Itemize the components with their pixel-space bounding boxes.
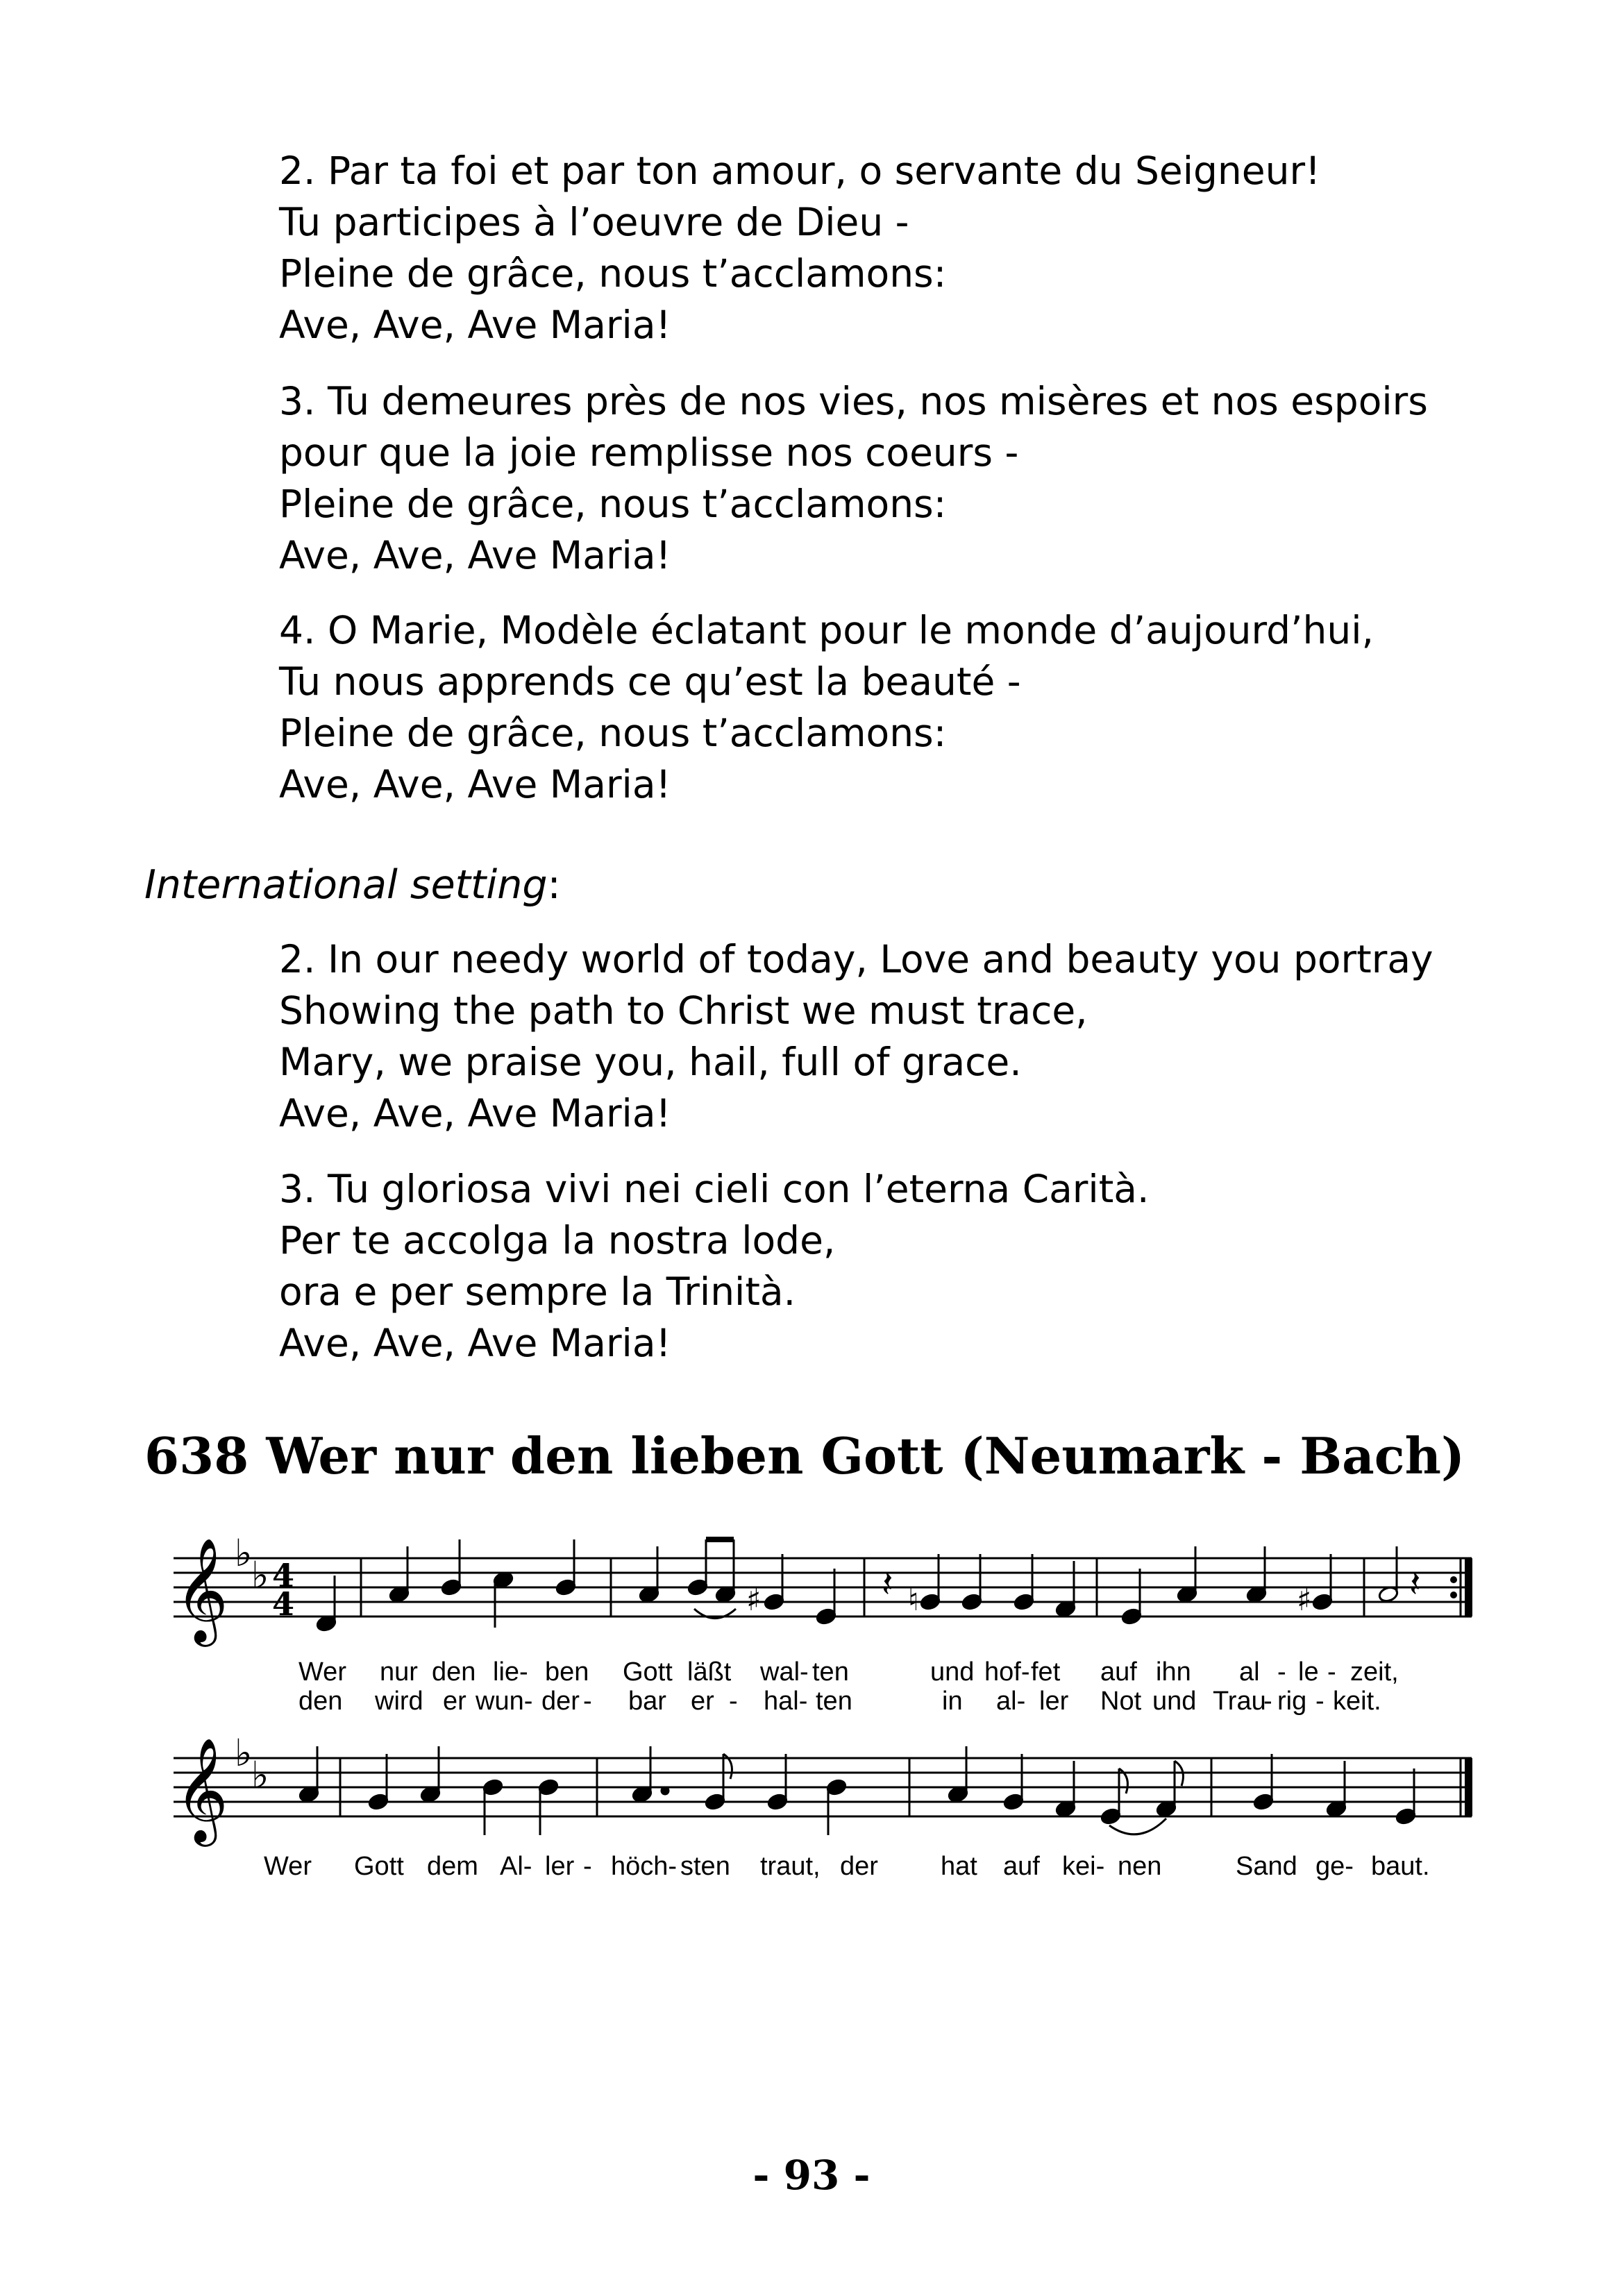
lyric-syllable: und	[1152, 1687, 1197, 1716]
verse-line: Pleine de grâce, nous t’acclamons:	[279, 711, 947, 755]
lyric-syllable: den	[298, 1687, 343, 1716]
sharp-icon: ♯	[1297, 1582, 1312, 1618]
lyric-syllable: Gott	[354, 1852, 404, 1881]
lyric-syllable: den	[432, 1657, 476, 1687]
verse-line: Ave, Ave, Ave Maria!	[279, 303, 671, 347]
flat-icon: ♭	[251, 1553, 269, 1597]
time-signature-bottom: 4	[272, 1585, 295, 1623]
staff-lines-1	[174, 1558, 1472, 1617]
lyric-syllable: höch-	[611, 1852, 678, 1881]
lyric-syllable: auf	[1003, 1852, 1040, 1881]
lyric-syllable: er	[691, 1687, 714, 1716]
notes-row-1	[316, 1539, 1399, 1632]
verse-line: Ave, Ave, Ave Maria!	[279, 762, 671, 807]
rest-icon: 𝄽	[882, 1562, 893, 1605]
lyric-syllable: ihn	[1156, 1657, 1191, 1687]
lyric-syllable: bar	[628, 1687, 666, 1716]
treble-clef-icon: 𝄞	[175, 1537, 228, 1642]
rest-icon: 𝄽	[1409, 1562, 1421, 1605]
lyric-syllable: der	[541, 1687, 580, 1716]
lyric-syllable: Al-	[500, 1852, 532, 1881]
lyric-syllable: auf	[1100, 1657, 1137, 1687]
lyric-syllable: baut.	[1371, 1852, 1430, 1881]
lyric-syllable: der	[840, 1852, 878, 1881]
lyric-syllable: nur	[380, 1657, 418, 1687]
lyric-syllable: in	[942, 1687, 963, 1716]
verse-line: Mary, we praise you, hail, full of grace.	[279, 1040, 1022, 1084]
hymn-title: 638 Wer nur den lieben Gott (Neumark - Bach)	[144, 1426, 1465, 1485]
flat-icon: ♭	[235, 1531, 253, 1575]
lyric-syllable: zeit,	[1350, 1657, 1399, 1687]
lyric-syllable: Trau	[1213, 1687, 1266, 1716]
lyric-syllable: le	[1298, 1657, 1319, 1687]
lyric-syllable: hof-	[984, 1657, 1030, 1687]
verse-line: Per te accolga la nostra lode,	[279, 1218, 836, 1263]
lyric-syllable: keit.	[1333, 1687, 1381, 1716]
lyric-syllable: kei-	[1062, 1852, 1105, 1881]
verse-line: 2. Par ta foi et par ton amour, o servante du Seigneur!	[279, 149, 1321, 193]
international-setting-label: International setting:	[144, 862, 561, 908]
lyric-syllable: -	[1263, 1687, 1272, 1716]
lyric-syllable: läßt	[687, 1657, 732, 1687]
lyric-syllable: al	[1239, 1657, 1260, 1687]
lyric-syllable: -	[583, 1687, 592, 1716]
lyric-syllable: -	[1277, 1657, 1286, 1687]
lyric-syllable: -	[729, 1687, 738, 1716]
slur	[1109, 1818, 1166, 1834]
lyric-syllable: Sand	[1236, 1852, 1297, 1881]
lyric-syllable: und	[930, 1657, 975, 1687]
lyric-syllable: nen	[1118, 1852, 1162, 1881]
verse-line: 3. Tu demeures près de nos vies, nos misères et nos espoirs	[279, 379, 1428, 423]
verse-line: Ave, Ave, Ave Maria!	[279, 1091, 671, 1136]
treble-clef-icon: 𝄞	[175, 1737, 228, 1842]
page-number: - 93 -	[752, 2152, 871, 2199]
flat-icon: ♭	[235, 1731, 253, 1775]
verse-line: 3. Tu gloriosa vivi nei cieli con l’eterna Carità.	[279, 1167, 1150, 1211]
verse-line: 4. O Marie, Modèle éclatant pour le monde d’aujourd’hui,	[279, 608, 1374, 652]
lyric-syllable: ten	[812, 1657, 849, 1687]
verse-line: Tu nous apprends ce qu’est la beauté -	[279, 659, 1021, 704]
verse-line: Ave, Ave, Ave Maria!	[279, 1321, 671, 1365]
lyric-syllable: dem	[427, 1852, 478, 1881]
lyric-syllable: er	[443, 1687, 466, 1716]
verse-line: Ave, Ave, Ave Maria!	[279, 533, 671, 577]
lyric-syllable: traut,	[760, 1852, 821, 1881]
lyric-syllable: -	[583, 1852, 592, 1881]
lyric-syllable: sten	[680, 1852, 730, 1881]
lyric-syllable: Wer	[298, 1657, 346, 1687]
lyric-syllable: ben	[545, 1657, 589, 1687]
final-barline	[1465, 1758, 1472, 1816]
lyric-syllable: Gott	[623, 1657, 673, 1687]
lyric-syllable: hat	[941, 1852, 977, 1881]
lyric-syllable: Not	[1100, 1687, 1142, 1716]
lyric-syllable: rig	[1277, 1687, 1307, 1716]
staff-lines-2	[174, 1758, 1472, 1816]
lyric-syllable: wun-	[476, 1687, 533, 1716]
lyric-syllable: al-	[996, 1687, 1026, 1716]
natural-icon: ♮	[908, 1582, 919, 1618]
verse-line: Showing the path to Christ we must trace,	[279, 988, 1088, 1033]
lyric-syllable: -	[1315, 1687, 1325, 1716]
verse-line: 2. In our needy world of today, Love and beauty you portray	[279, 937, 1433, 981]
flat-icon: ♭	[251, 1753, 269, 1797]
sharp-icon: ♯	[746, 1582, 762, 1618]
lyric-syllable: ten	[816, 1687, 852, 1716]
verse-line: Pleine de grâce, nous t’acclamons:	[279, 482, 947, 526]
lyric-syllable: fet	[1031, 1657, 1061, 1687]
verse-line: Tu participes à l’oeuvre de Dieu -	[279, 200, 909, 244]
notes-row-2	[298, 1746, 1417, 1835]
lyric-syllable: hal-	[764, 1687, 808, 1716]
verse-line: ora e per sempre la Trinità.	[279, 1269, 796, 1314]
repeat-barline	[1465, 1558, 1472, 1617]
lyric-syllable: wal-	[760, 1657, 809, 1687]
lyric-syllable: ler	[545, 1852, 575, 1881]
lyric-syllable: ge-	[1315, 1852, 1354, 1881]
verse-line: pour que la joie remplisse nos coeurs -	[279, 430, 1019, 475]
verse-line: Pleine de grâce, nous t’acclamons:	[279, 251, 947, 296]
lyric-syllable: wird	[375, 1687, 423, 1716]
time-signature-top: 4	[272, 1557, 295, 1594]
lyric-syllable: Wer	[264, 1852, 312, 1881]
lyric-syllable: -	[1327, 1657, 1336, 1687]
lyric-syllable: ler	[1039, 1687, 1069, 1716]
lyric-syllable: lie-	[493, 1657, 528, 1687]
